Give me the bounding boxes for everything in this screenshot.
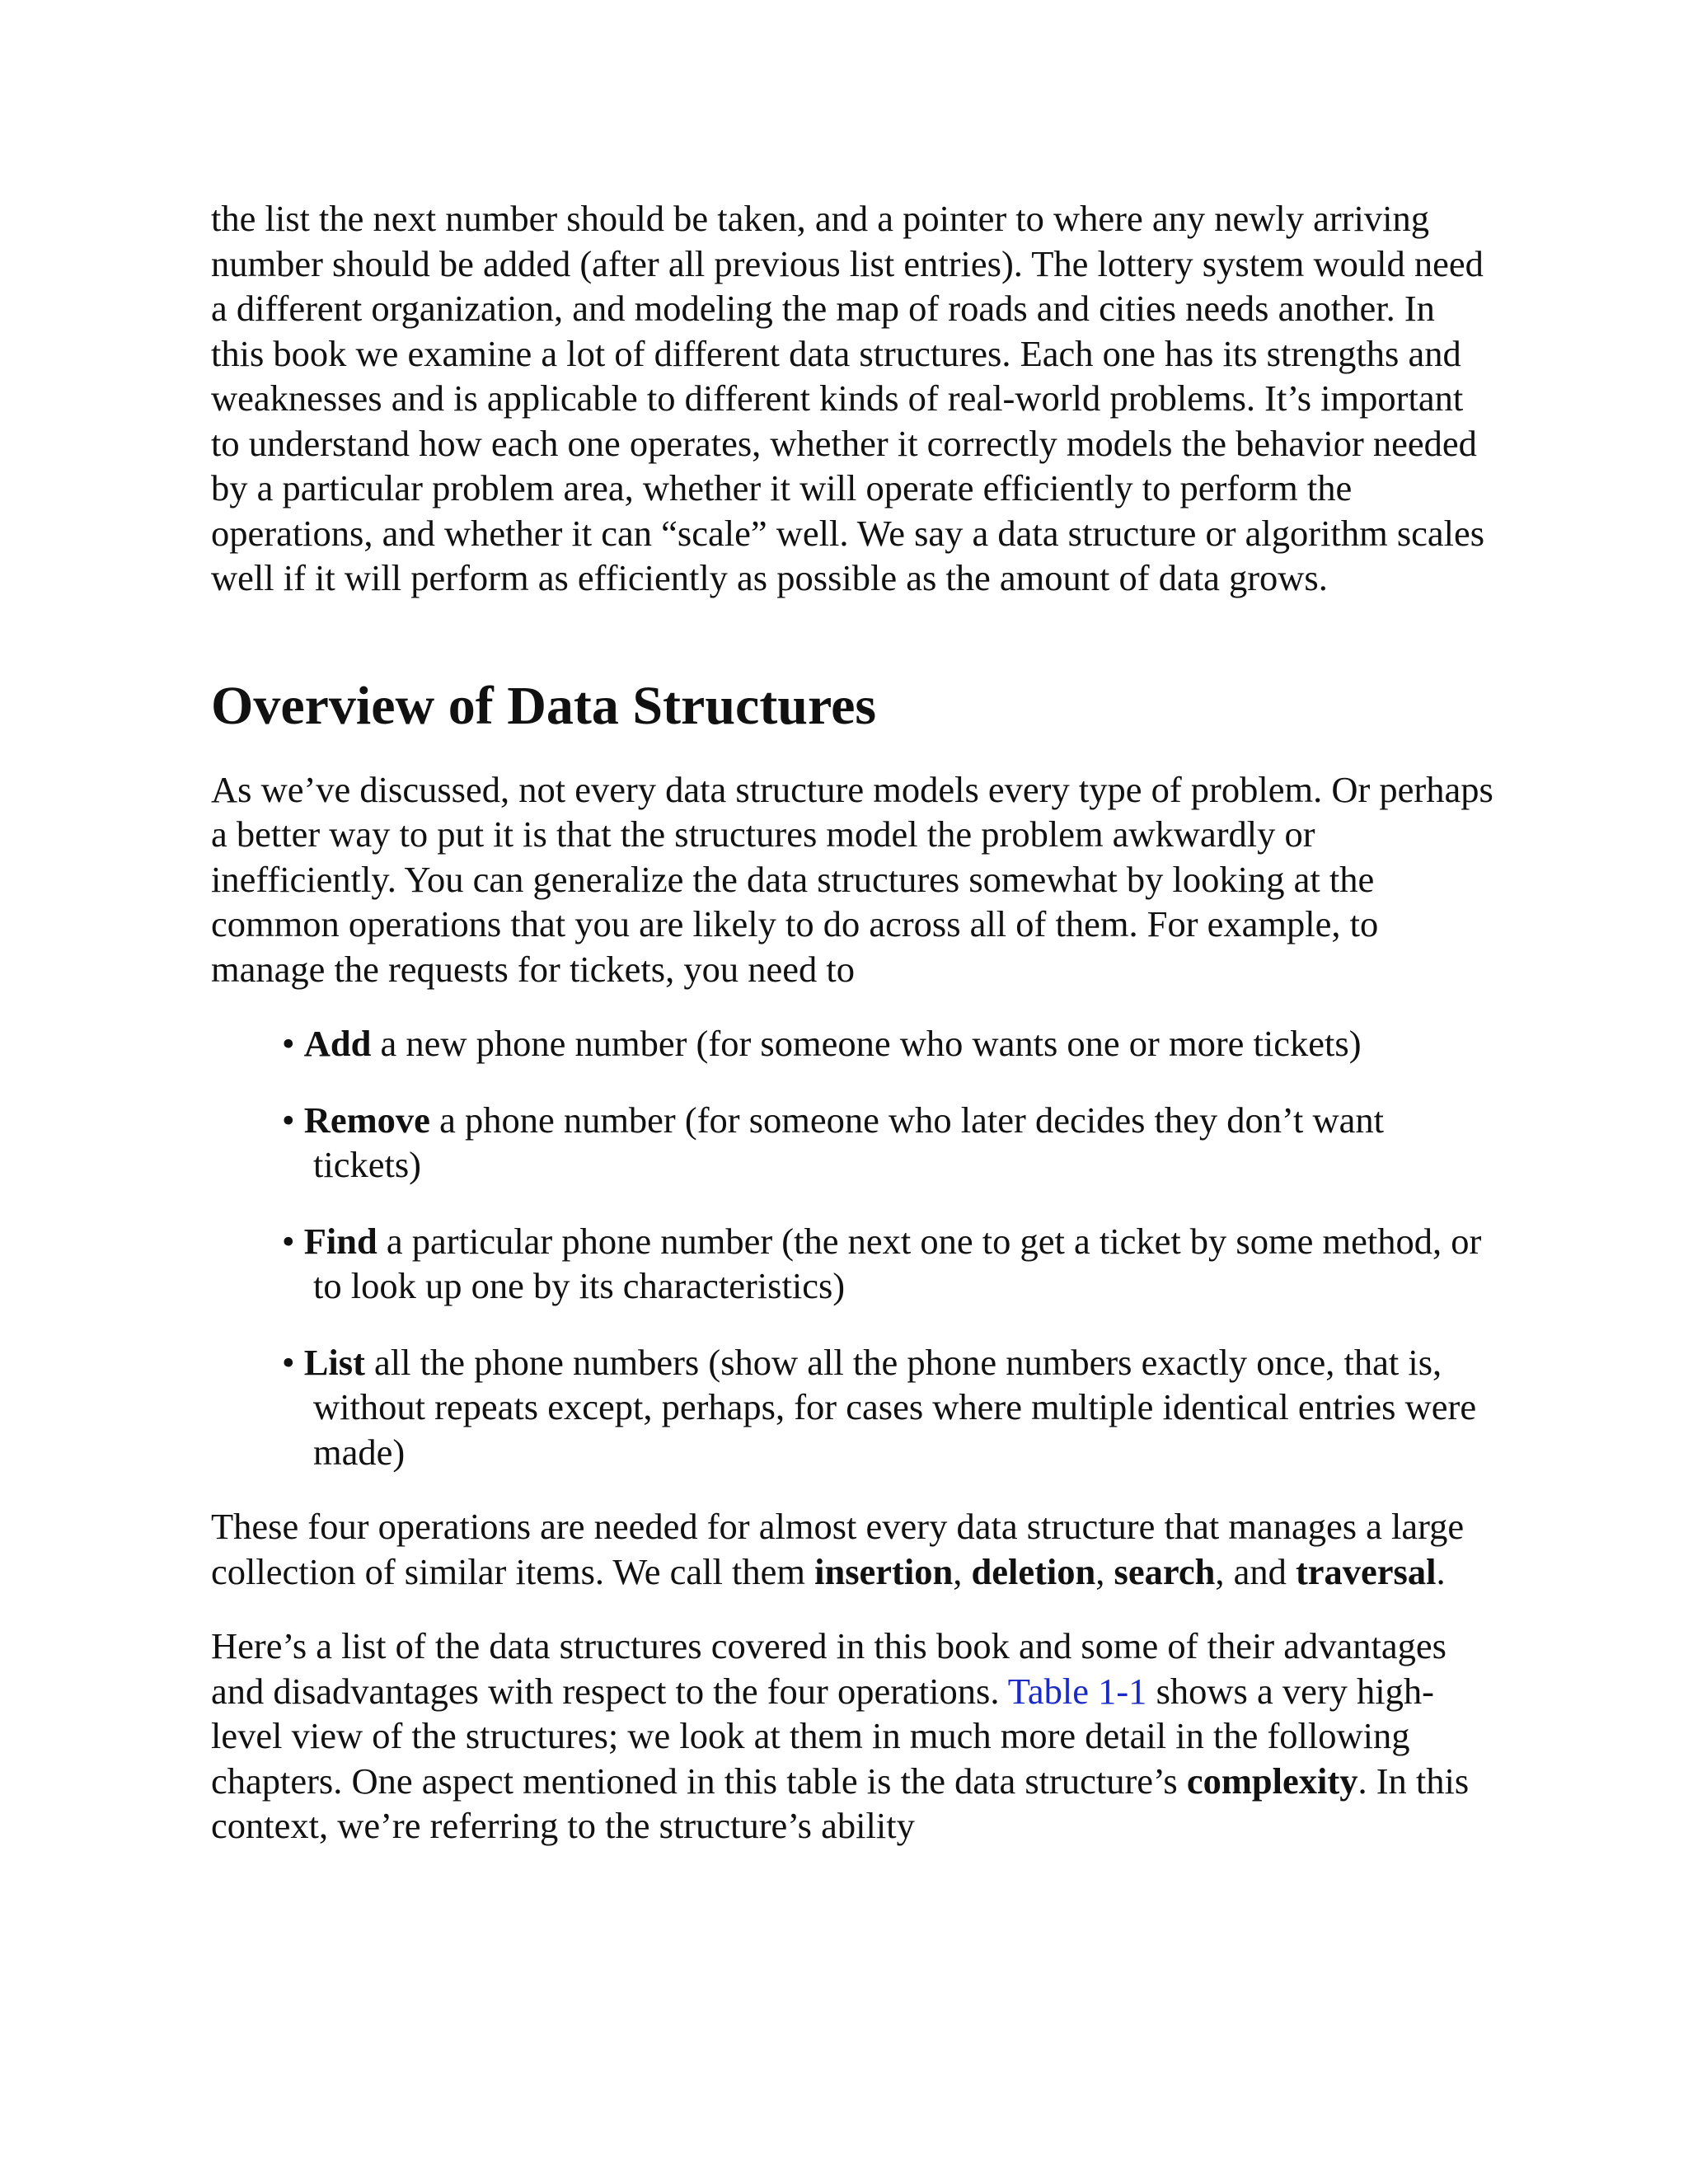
operation-text-list: all the phone numbers (show all the phone numbers exactly once, that is, without repeats except, perhaps, for cases where multiple identical entries were made) [313, 1341, 1477, 1473]
term-complexity: complexity [1186, 1760, 1358, 1802]
overview-paragraph: As we’ve discussed, not every data structure models every type of problem. Or perhaps a better way to put it is that the structures model the problem awkwardly or inefficiently. You can generalize the data structures somewhat by looking at the common operations that you are likely to do across all of them. For example, to manage the requests for tickets, you need to [211, 768, 1493, 990]
term-traversal: traversal [1295, 1550, 1437, 1592]
operation-text-remove: a phone number (for someone who later decides they don’t want tickets) [313, 1099, 1385, 1185]
list-item-remove [282, 1098, 1497, 1188]
page-content [211, 196, 1497, 1849]
bullet: • [282, 1099, 295, 1141]
operation-term-find: Find [303, 1220, 377, 1262]
operation-text-add: a new phone number (for someone who wants one or more tickets) [371, 1023, 1362, 1064]
operations-summary-paragraph [211, 1504, 1497, 1594]
term-search: search [1114, 1550, 1216, 1592]
term-deletion: deletion [971, 1550, 1096, 1592]
summary-lead: These four operations are needed for almost every data structure that manages a large collection of similar items. We call them [211, 1506, 1465, 1592]
operations-list [211, 1021, 1497, 1474]
term-insertion: insertion [814, 1550, 954, 1592]
list-item-find [282, 1219, 1497, 1309]
intro-paragraph: the list the next number should be taken, and a pointer to where any newly arriving number should be added (after all previous list entries). The lottery system would need a different organization, and modeling the map of roads and cities needs another. In this book we examine a lot of different data structures. Each one has its strengths and weaknesses and is applicable to different kinds of real-world problems. It’s important to understand how each one operates, whether it correctly models the behavior needed by a particular problem area, whether it will operate efficiently to perform the operations, and whether it can “scale” well. We say a data structure or algorithm scales well if it will perform as efficiently as possible as the amount of data grows. [211, 198, 1485, 598]
list-item-add [282, 1021, 1497, 1066]
summary-end: . [1436, 1550, 1446, 1592]
bullet: • [282, 1220, 295, 1262]
section-heading: Overview of Data Structures [211, 675, 877, 736]
operation-term-add: Add [303, 1023, 372, 1064]
list-item-list [282, 1340, 1497, 1475]
summary-sep: , [953, 1550, 972, 1592]
bullet: • [282, 1023, 295, 1064]
structures-middle: shows a very high-level view of the structures; we look at them in much more detail in the following chapters. One aspect mentioned in this table is the data structure’s [211, 1670, 1434, 1802]
structures-lead: Here’s a list of the data structures covered in this book and some of their advantages and disadvantages with respect to the four operations. [211, 1625, 1447, 1712]
structures-tail: . In this context, we’re referring to the structure’s ability [211, 1760, 1470, 1846]
table-reference-link[interactable]: Table 1-1 [1007, 1670, 1147, 1712]
operation-term-list: List [303, 1341, 365, 1383]
operation-text-find: a particular phone number (the next one to get a ticket by some method, or to look up one by its characteristics) [313, 1220, 1482, 1306]
operation-term-remove: Remove [303, 1099, 430, 1141]
summary-sep: , and [1215, 1550, 1296, 1592]
bullet: • [282, 1341, 295, 1383]
summary-sep: , [1095, 1550, 1114, 1592]
structures-paragraph [211, 1624, 1497, 1849]
